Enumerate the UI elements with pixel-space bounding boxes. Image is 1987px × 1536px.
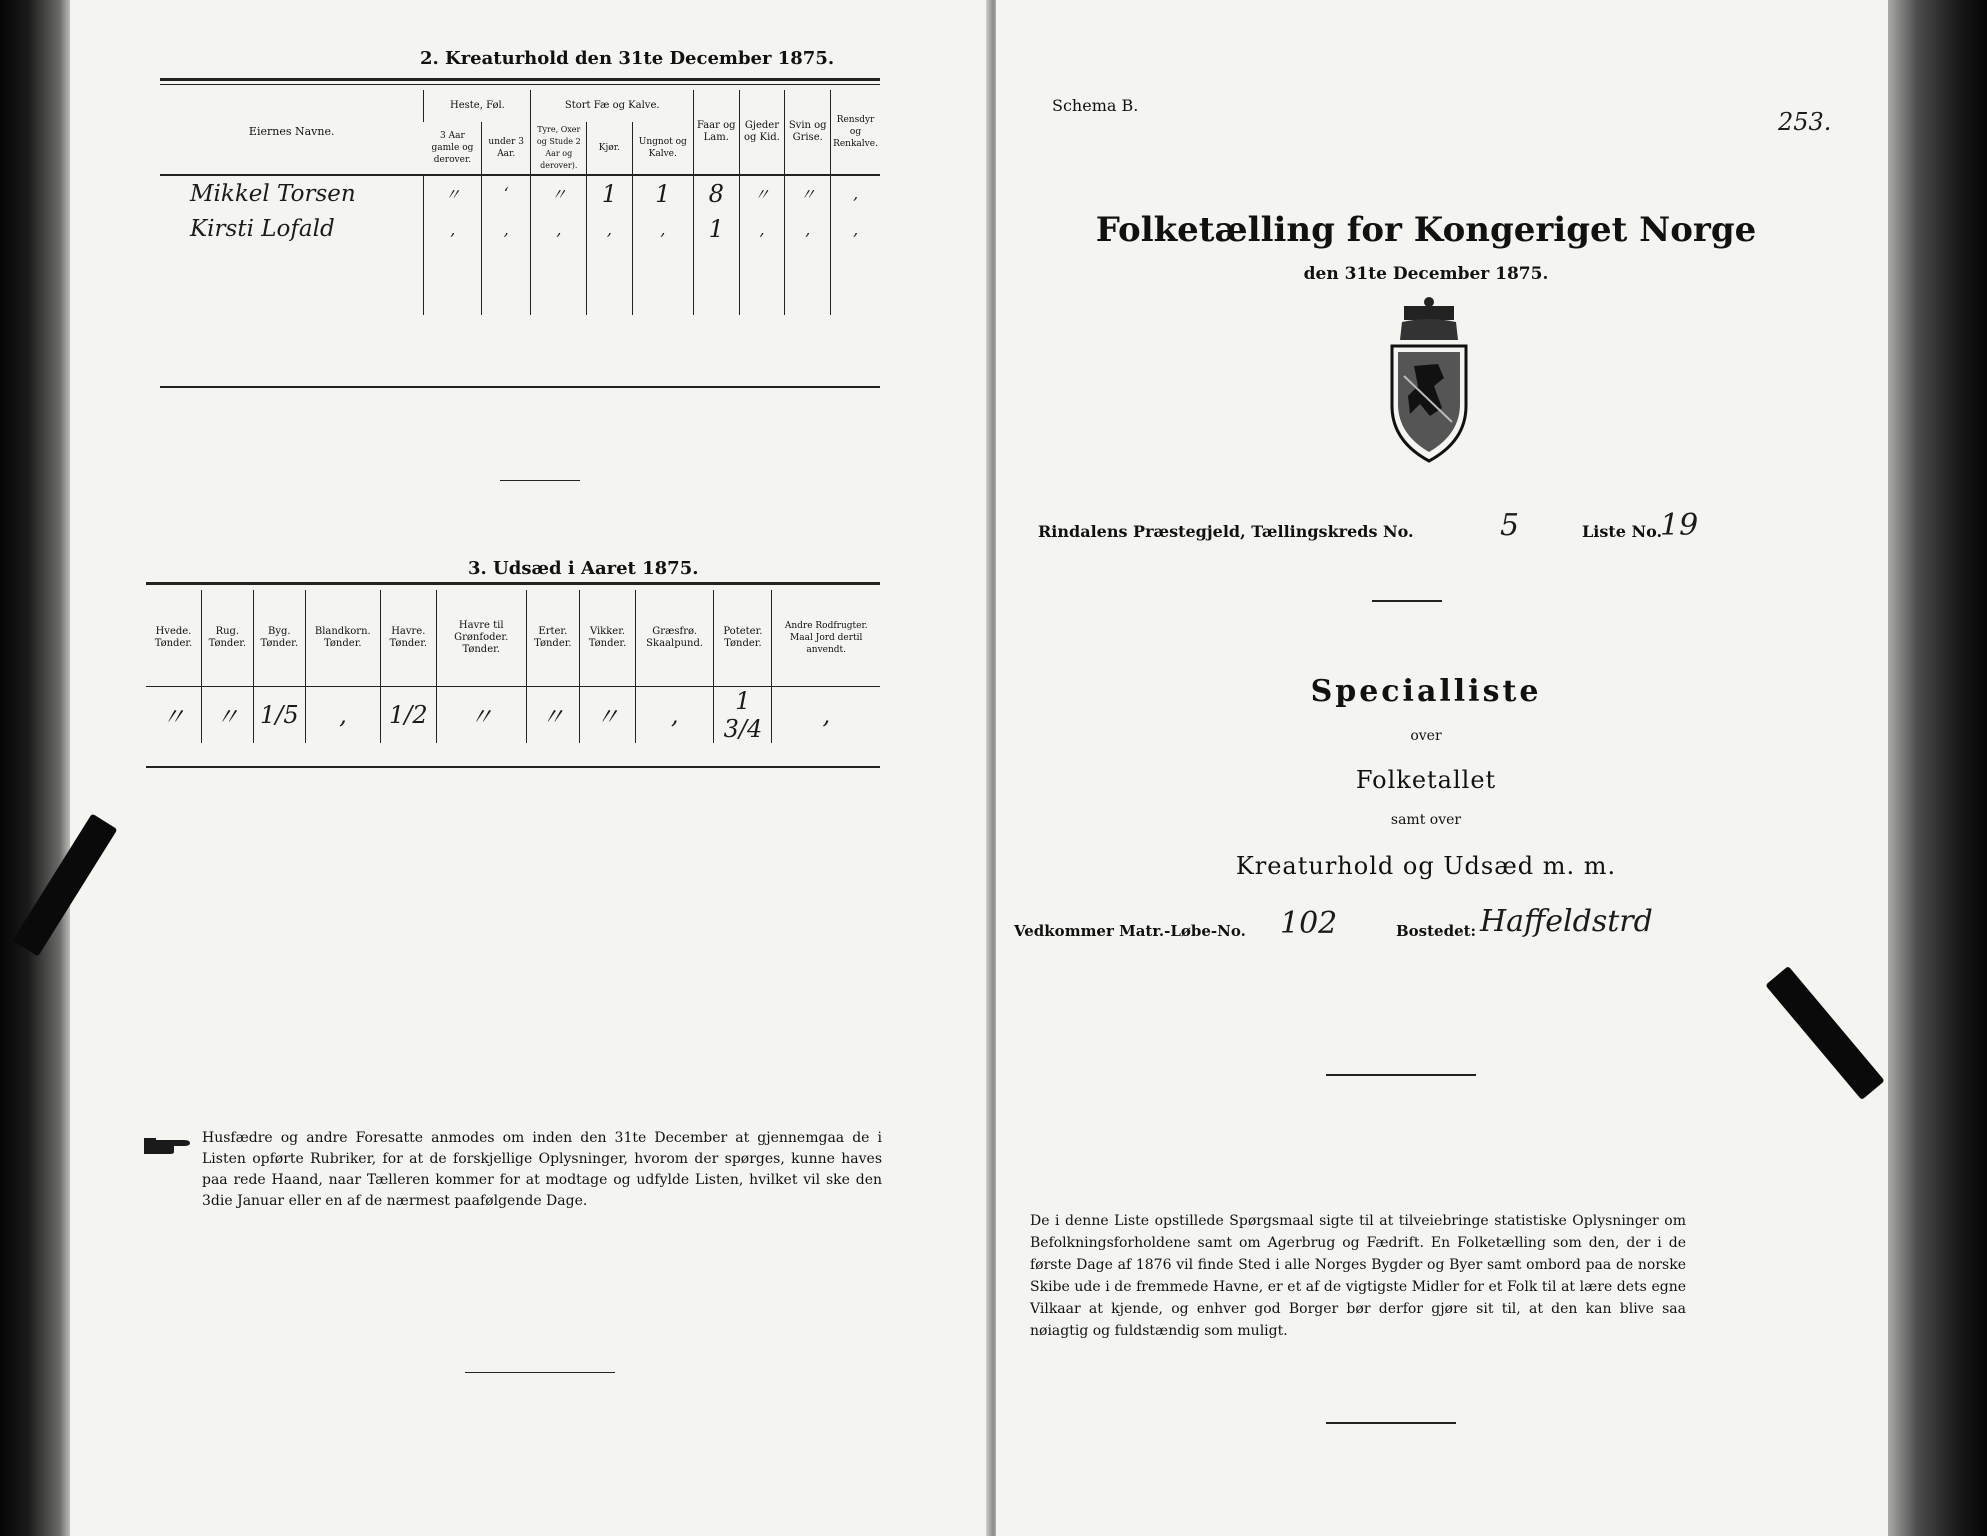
- left-page: [70, 0, 990, 1536]
- header-horse-old: 3 Aar gamle og derover.: [431, 131, 474, 165]
- specialliste-title: Specialliste: [1310, 674, 1542, 709]
- header-young-cattle: Ungnot og Kalve.: [632, 122, 693, 175]
- header-cattle: Stort Fæ og Kalve.: [531, 90, 693, 122]
- cell: ‚: [481, 211, 531, 247]
- cell: ‚: [739, 211, 785, 247]
- header-oats: Havre. Tønder.: [380, 590, 436, 686]
- cell: ‘: [481, 175, 531, 211]
- kreaturhold-heading: Kreaturhold og Udsæd m. m.: [1235, 852, 1617, 880]
- matr-number: 102: [1280, 906, 1338, 941]
- cell: 1: [693, 211, 739, 247]
- cell: 〃: [580, 686, 636, 743]
- divider: [465, 1372, 615, 1373]
- header-pigs: Svin og Grise.: [785, 90, 831, 175]
- seed-table: [146, 590, 880, 743]
- matr-label: Vedkommer Matr.-Løbe-No.: [1014, 922, 1246, 940]
- notice-text: Husfædre og andre Foresatte anmodes om inden den 31te December at gjennemgaa de i Listen opførte Rubriker, for at de forskjellige Oplysninger, hvorom der spørges, kunne haves paa rede Haand, naar Tælleren kommer for at modtage og udfylde Listen, hvilket vil ske den 3die Januar eller en af de nærmest paafølgende Dage.: [202, 1130, 882, 1209]
- header-horse-young: under 3 Aar.: [481, 122, 531, 175]
- list-number: 19: [1660, 508, 1699, 543]
- table-row: [160, 175, 880, 211]
- header-goats: Gjeder og Kid.: [739, 90, 785, 175]
- header-mixed-grain: Blandkorn. Tønder.: [305, 590, 380, 686]
- divider: [1326, 1074, 1476, 1076]
- book-edge-right: [1888, 0, 1987, 1536]
- cell: ‚: [531, 211, 587, 247]
- rule: [160, 84, 880, 85]
- cell: ‚: [632, 211, 693, 247]
- header-barley: Byg. Tønder.: [253, 590, 305, 686]
- table-row: [160, 247, 880, 281]
- table-row: [160, 211, 880, 247]
- livestock-table: [160, 90, 880, 315]
- cell: 〃: [785, 175, 831, 211]
- book-edge-left: [0, 0, 70, 1536]
- livestock-title: 2. Kreaturhold den 31te December 1875.: [420, 48, 835, 69]
- cell: 〃: [436, 686, 526, 743]
- bosted-value: Haffeldstrd: [1480, 904, 1653, 939]
- explanation-text: De i denne Liste opstillede Spørgsmaal sigte til at tilveiebringe statistiske Oplysninger om Befolkningsforholdene samt om Agerbrug og Fædrift. En Folketælling som den, der i de første Dage af 1876 vil finde Sted i alle Norges Bygder og Byer samt ombord paa de norske Skibe ude i de fremmede Havne, er et af de vigtigste Midler for et Folk til at lære dets egne Vilkaar at kjende, og enhver god Borger bør derfor gjøre sit til, at den kan blive saa nøiagtig og fuldstændig som muligt.: [1030, 1213, 1686, 1339]
- rule: [146, 582, 880, 585]
- cell: 8: [693, 175, 739, 211]
- divider: [1326, 1422, 1456, 1424]
- cell: 〃: [526, 686, 580, 743]
- parish-label: Rindalens Præstegjeld, Tællingskreds No.: [1038, 522, 1414, 541]
- header-cows: Kjør.: [587, 122, 632, 175]
- header-green-oats: Havre til Grønfoder. Tønder.: [436, 590, 526, 686]
- table-row: [146, 686, 880, 743]
- header-peas: Erter. Tønder.: [526, 590, 580, 686]
- header-grass-seed: Græsfrø. Skaalpund.: [635, 590, 713, 686]
- cell: 1: [632, 175, 693, 211]
- divider: [500, 480, 580, 481]
- cell: ‚: [831, 211, 880, 247]
- page-number: 253.: [1778, 108, 1832, 136]
- cell: ‚: [831, 175, 880, 211]
- rule: [160, 78, 880, 81]
- header-sheep: Faar og Lam.: [693, 90, 739, 175]
- over-text: over: [1410, 728, 1442, 744]
- header-bulls: Tyre, Oxer og Stude 2 Aar og derover).: [531, 122, 587, 175]
- rule: [160, 386, 880, 388]
- cell: 1/2: [380, 686, 436, 743]
- rule: [146, 766, 880, 768]
- seed-title: 3. Udsæd i Aaret 1875.: [468, 558, 699, 579]
- header-wheat: Hvede. Tønder.: [154, 625, 193, 649]
- owner-name: Kirsti Lofald: [190, 216, 335, 242]
- cell: ‚: [305, 686, 380, 743]
- cell: 1: [587, 175, 632, 211]
- cell: 1/5: [253, 686, 305, 743]
- owner-name: Mikkel Torsen: [190, 180, 356, 207]
- cell: ‚: [587, 211, 632, 247]
- header-rye: Rug. Tønder.: [201, 590, 253, 686]
- divider: [1372, 600, 1442, 602]
- schema-label: Schema B.: [1052, 96, 1139, 115]
- cell: 〃: [739, 175, 785, 211]
- header-vetch: Vikker. Tønder.: [580, 590, 636, 686]
- main-title: Folketælling for Kongeriget Norge: [1095, 210, 1757, 250]
- right-page: [996, 0, 1888, 1536]
- coat-of-arms-icon: [1374, 296, 1484, 466]
- owner-header: Eiernes Navne.: [248, 125, 335, 138]
- cell: ‚: [424, 211, 482, 247]
- header-potatoes: Poteter. Tønder.: [714, 590, 772, 686]
- cell: ‚: [785, 211, 831, 247]
- cell: 〃: [424, 175, 482, 211]
- cell: 〃: [201, 686, 253, 743]
- cell: ‚: [772, 686, 880, 743]
- header-reindeer: Rensdyr og Renkalve.: [831, 90, 880, 175]
- header-horses: Heste, Føl.: [424, 90, 531, 122]
- table-row: [160, 281, 880, 315]
- cell: ‚: [635, 686, 713, 743]
- district-number: 5: [1500, 508, 1520, 543]
- header-other-roots: Andre Rodfrugter. Maal Jord dertil anvendt.: [772, 590, 880, 686]
- folketallet-heading: Folketallet: [1355, 766, 1497, 794]
- pointing-hand-icon: [144, 1132, 192, 1156]
- cell: 〃: [161, 703, 186, 731]
- cell: 1 3/4: [714, 686, 772, 743]
- cell: 〃: [531, 175, 587, 211]
- bosted-label: Bostedet:: [1396, 922, 1477, 940]
- list-label: Liste No.: [1582, 522, 1663, 541]
- date-line: den 31te December 1875.: [1303, 264, 1549, 284]
- samt-over-text: samt over: [1390, 812, 1462, 828]
